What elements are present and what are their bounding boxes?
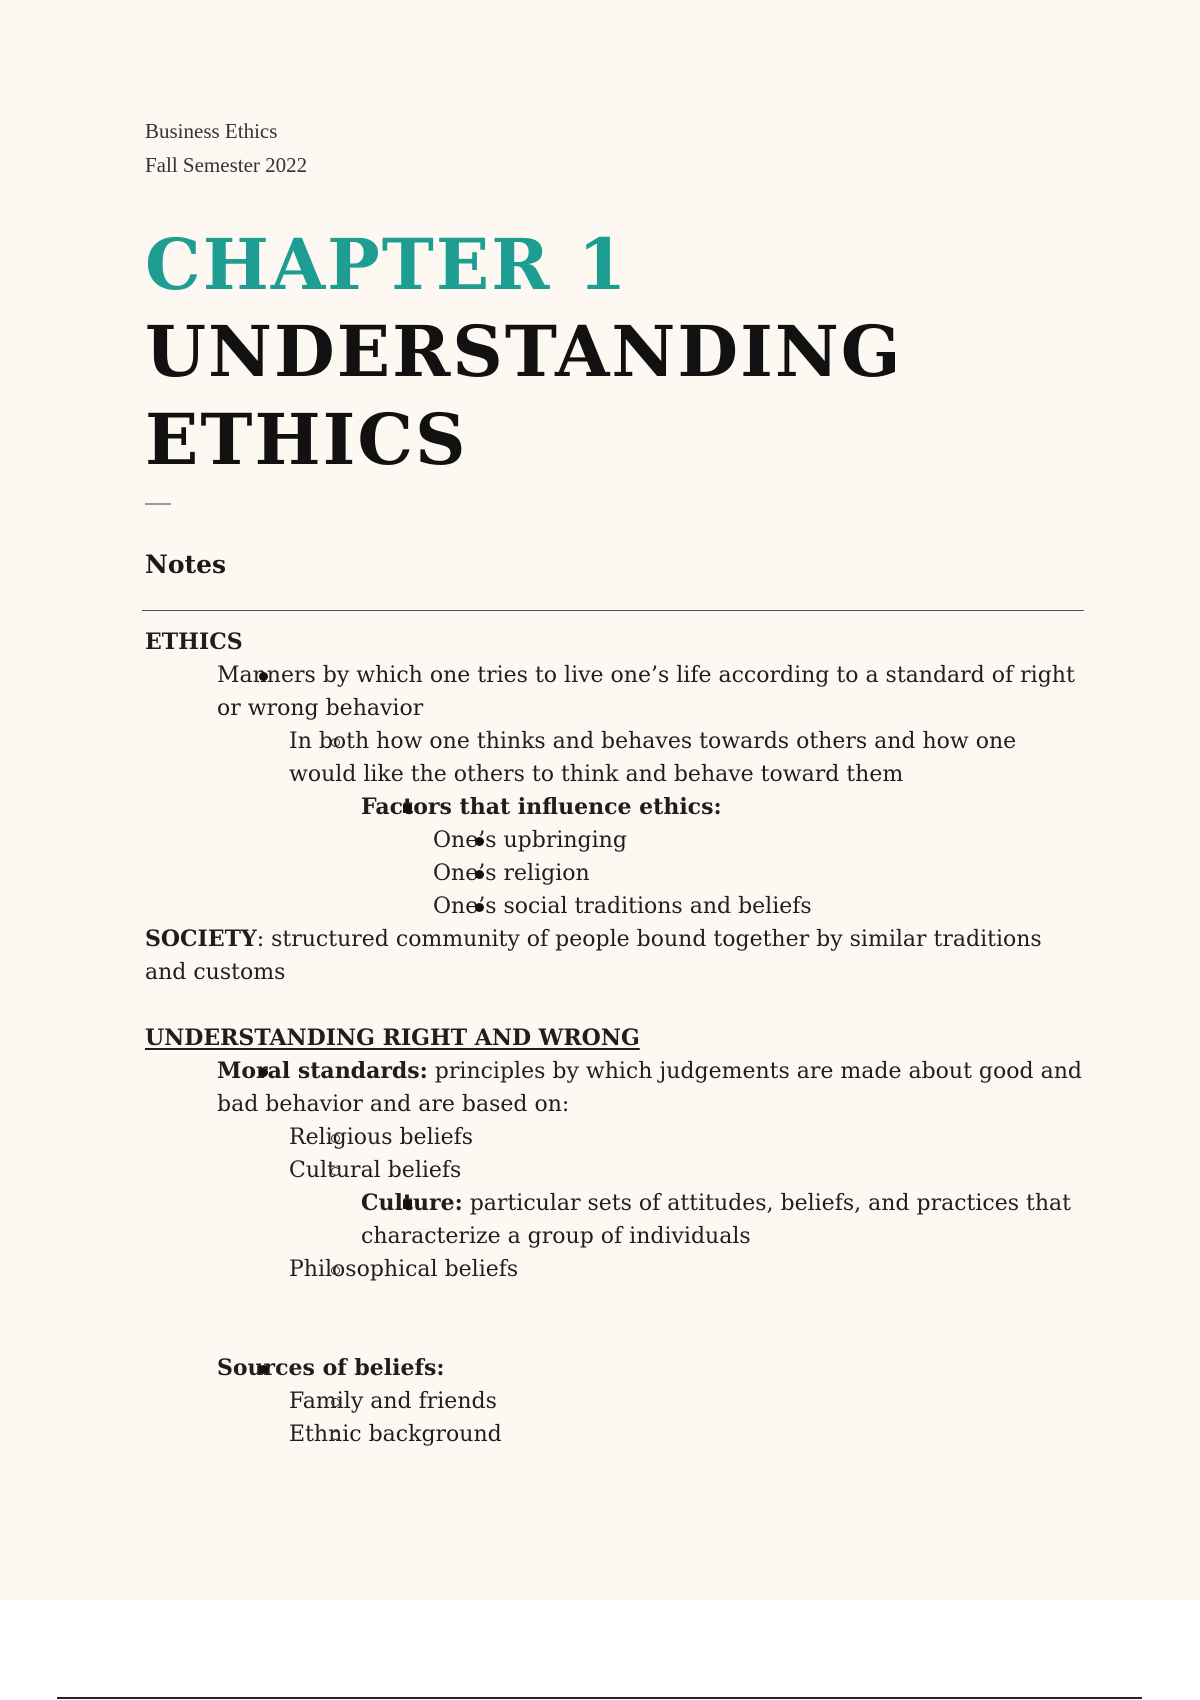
semester: Fall Semester 2022 (145, 153, 308, 177)
spacer (145, 989, 1090, 1022)
right-wrong-heading: UNDERSTANDING RIGHT AND WRONG (145, 1025, 640, 1051)
culture-term: Culture: (361, 1190, 463, 1216)
chapter-title-line-2: ETHICS (145, 398, 468, 481)
list-item (217, 1352, 1090, 1451)
factor-item: One’s social traditions and beliefs (433, 894, 812, 919)
basis-item: Religious beliefs (289, 1125, 474, 1150)
right-wrong-list (145, 1055, 1090, 1286)
basis-item: Cultural beliefs (289, 1158, 462, 1183)
society-term: SOCIETY (145, 926, 257, 952)
moral-bases-list (217, 1121, 1090, 1286)
factors-label: Factors that influence ethics: (361, 794, 722, 820)
title-dash-divider (145, 503, 171, 505)
list-item (217, 659, 1090, 923)
ethics-heading: ETHICS (145, 629, 243, 655)
society-definition: : structured community of people bound together by similar traditions and customs (145, 927, 1042, 985)
source-item: Ethnic background (289, 1422, 502, 1447)
society-paragraph (145, 923, 1090, 989)
list-item (289, 1253, 1090, 1286)
factor-item: One’s religion (433, 861, 590, 886)
ethics-sub-list (217, 725, 1090, 923)
list-item (289, 725, 1090, 923)
culture-list (289, 1187, 1090, 1253)
ethics-definition: Manners by which one tries to live one’s life according to a standard of right or wrong behavior (217, 663, 1075, 721)
list-item (433, 890, 1090, 923)
sources-label: Sources of beliefs: (217, 1355, 445, 1381)
basis-item: Philosophical beliefs (289, 1257, 519, 1282)
course-name: Business Ethics (145, 119, 278, 143)
spacer (145, 1286, 1090, 1352)
notes-divider (142, 610, 1084, 611)
list-item (289, 1154, 1090, 1253)
moral-standards-definition: principles by which judgements are made about good and bad behavior and are based on: (217, 1059, 1082, 1117)
chapter-title (145, 308, 903, 484)
list-item (289, 1418, 1090, 1451)
sources-items (217, 1385, 1090, 1451)
factors-items (361, 824, 1090, 923)
list-item (433, 824, 1090, 857)
chapter-title-line-1: UNDERSTANDING (145, 310, 903, 393)
factor-item: One’s upbringing (433, 828, 627, 853)
list-item (361, 1187, 1090, 1253)
source-item: Family and friends (289, 1389, 497, 1414)
ethics-list (145, 659, 1090, 923)
list-item (433, 857, 1090, 890)
document-header (145, 114, 307, 182)
list-item (289, 1385, 1090, 1418)
list-item (217, 1055, 1090, 1286)
notes-heading: Notes (145, 550, 227, 579)
factors-list (289, 791, 1090, 923)
list-item (289, 1121, 1090, 1154)
ethics-sub-item: In both how one thinks and behaves towards others and how one would like the others to think and behave toward them (289, 729, 1017, 787)
moral-standards-term: Moral standards: (217, 1058, 428, 1084)
bottom-divider (57, 1697, 1142, 1699)
sources-list (145, 1352, 1090, 1451)
list-item (361, 791, 1090, 923)
notes-content (145, 626, 1090, 1451)
culture-definition: particular sets of attitudes, beliefs, and practices that characterize a group of individuals (361, 1191, 1071, 1249)
chapter-label: CHAPTER 1 (145, 223, 629, 306)
